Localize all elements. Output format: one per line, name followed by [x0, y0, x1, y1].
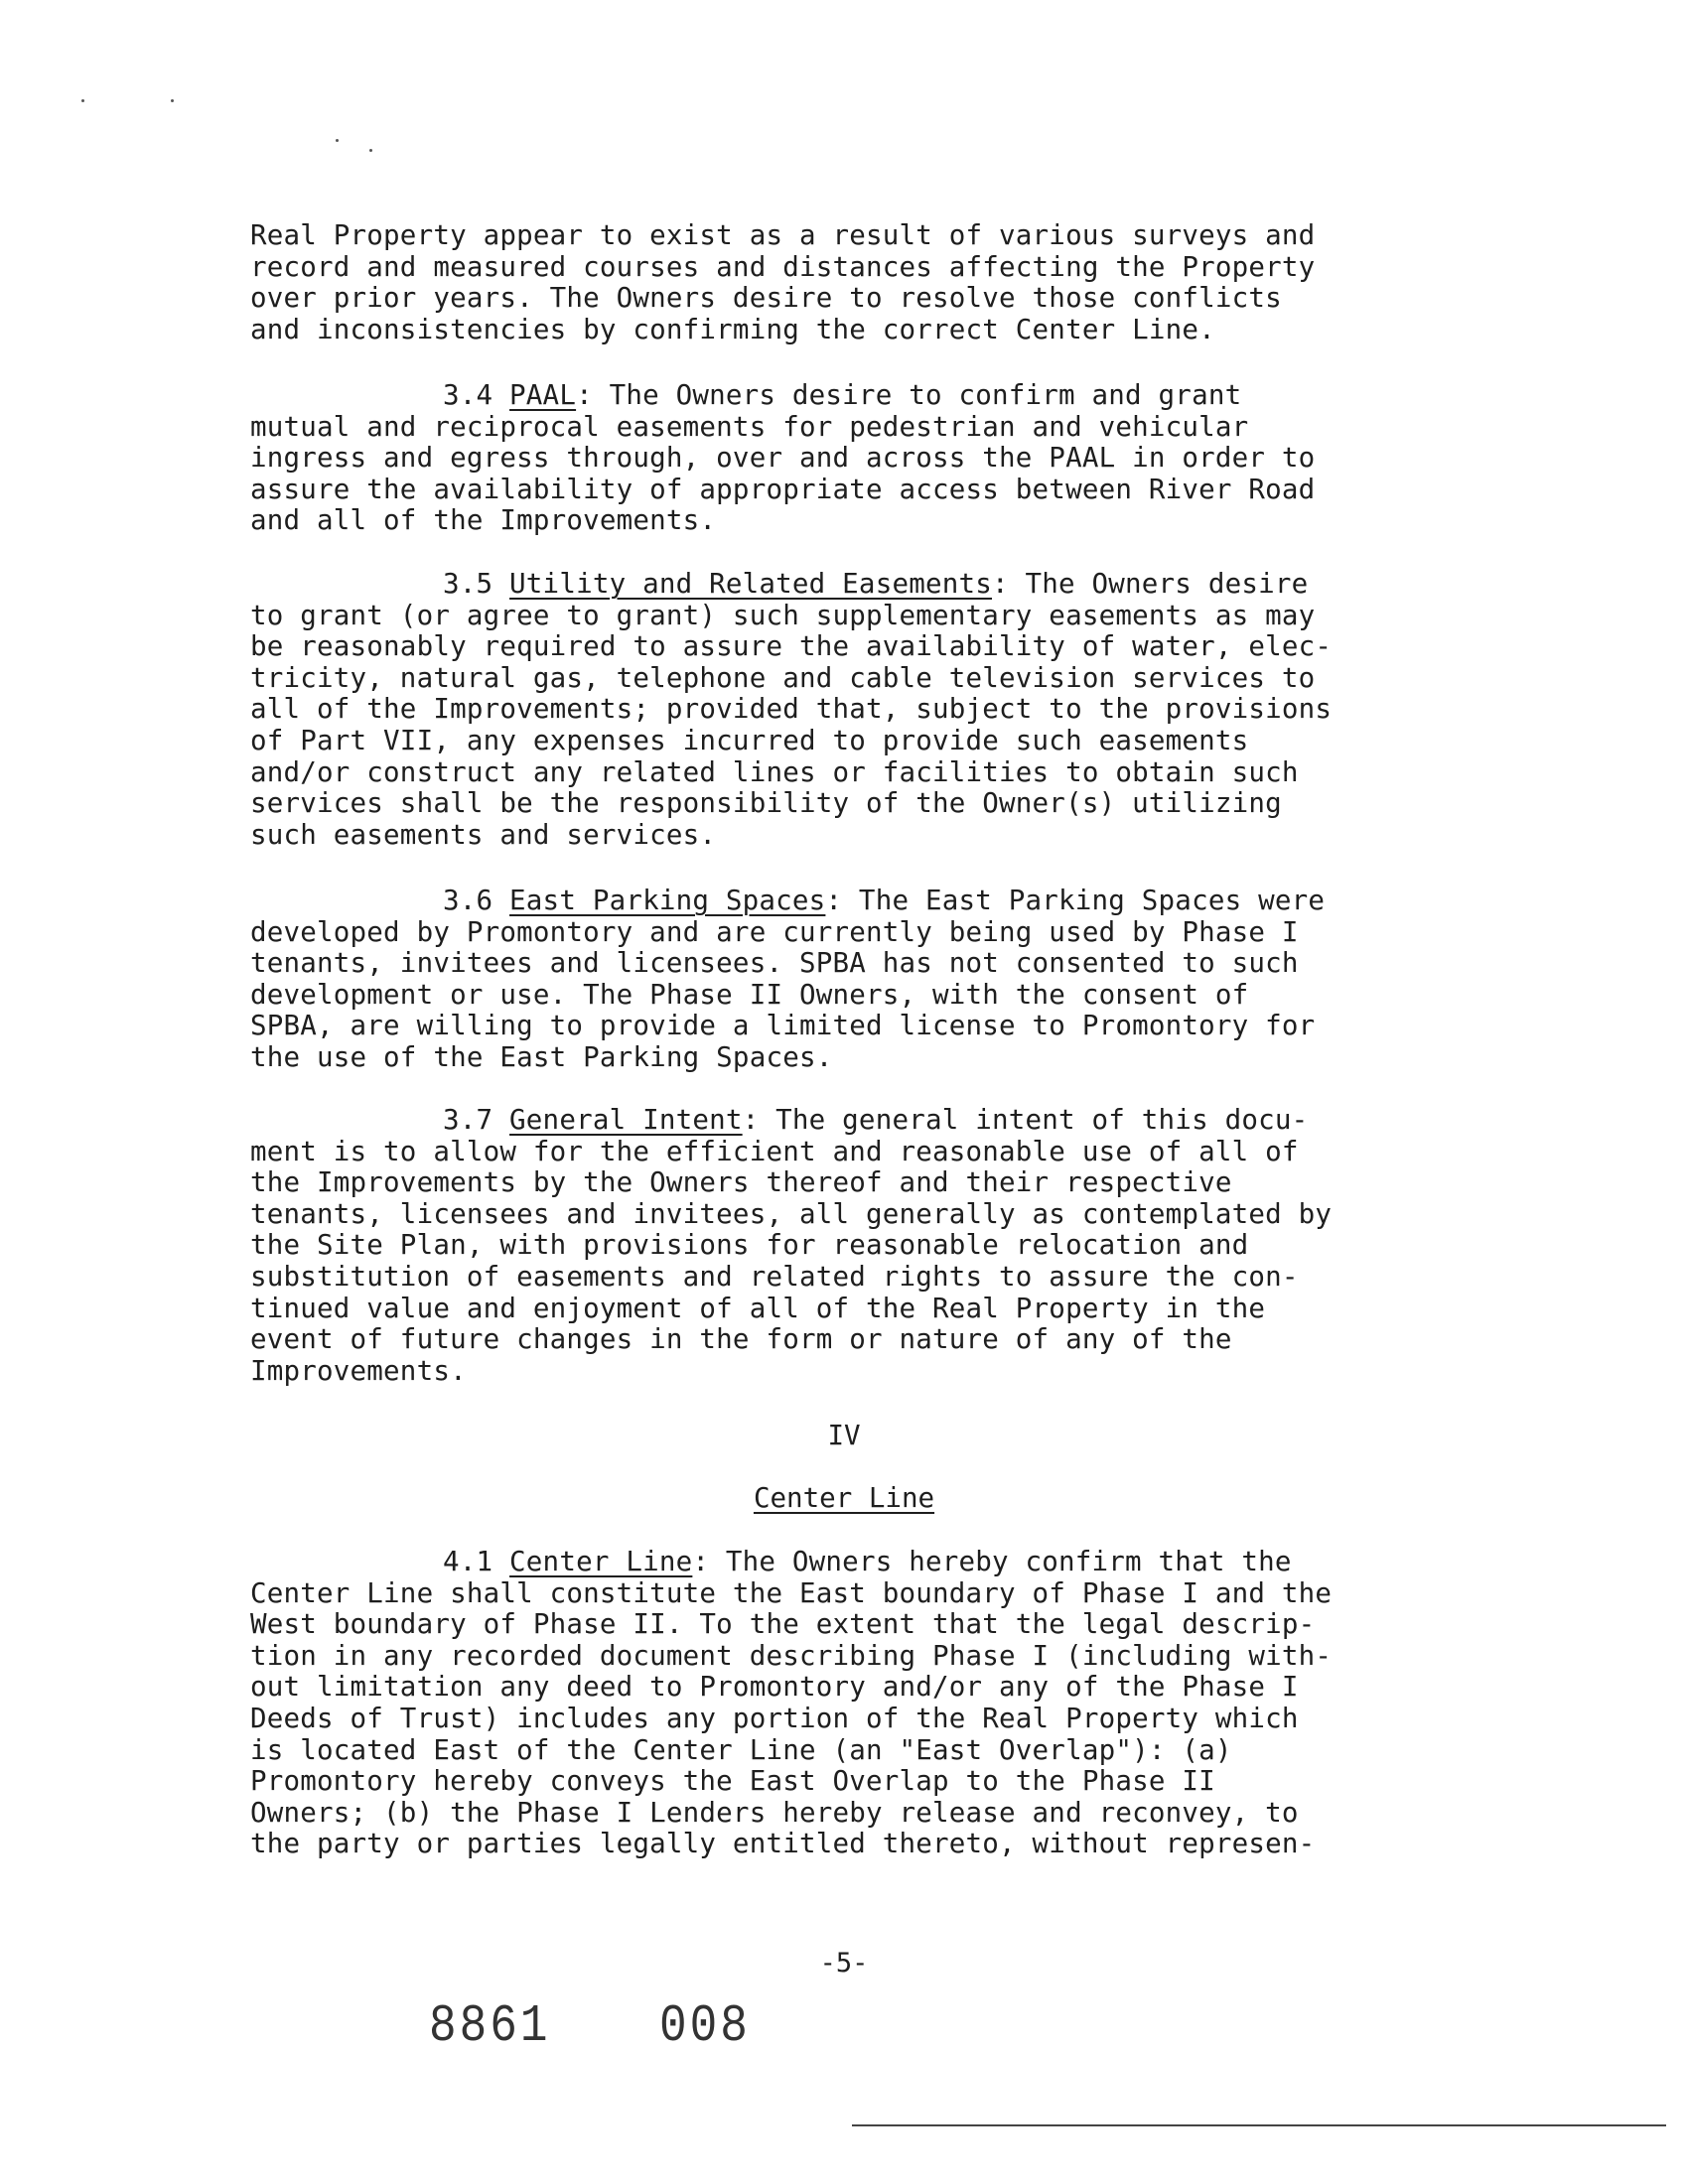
paragraph-first-line: [250, 1547, 1472, 1578]
scan-speck: [369, 149, 372, 152]
text-line: event of future changes in the form or nature of any of the: [250, 1323, 1232, 1356]
section-heading: General Intent: [509, 1104, 743, 1136]
section-title: [0, 1482, 1688, 1514]
text-line: ingress and egress through, over and across the PAAL in order to: [250, 442, 1316, 475]
text-line: all of the Improvements; provided that, subject to the provisions: [250, 693, 1333, 726]
section-3-4-paragraph: [250, 380, 1472, 537]
section-title-text: Center Line: [753, 1482, 935, 1514]
text-line: substitution of easements and related rights to assure the con-: [250, 1260, 1299, 1293]
text-line: over prior years. The Owners desire to resolve those conflicts: [250, 282, 1282, 315]
text-line: Real Property appear to exist as a result of various surveys and: [250, 219, 1316, 251]
text-line: SPBA, are willing to provide a limited license to Promontory for: [250, 1010, 1316, 1042]
intro-paragraph: [250, 220, 1472, 345]
document-stamp-number: 008: [659, 1996, 751, 2056]
text-line: the Site Plan, with provisions for reasonable relocation and: [250, 1229, 1249, 1262]
section-heading: Center Line: [509, 1546, 693, 1577]
text-line: Owners; (b) the Phase I Lenders hereby release and reconvey, to: [250, 1796, 1299, 1829]
text-line: Improvements.: [250, 1354, 467, 1387]
scan-speck: [171, 99, 174, 102]
paragraph-first-line: [250, 569, 1472, 601]
text-line: and all of the Improvements.: [250, 504, 717, 537]
text-line: the Improvements by the Owners thereof and their respective: [250, 1166, 1232, 1199]
scan-speck: [81, 99, 84, 102]
section-3-7-paragraph: [250, 1105, 1472, 1387]
text-line: the use of the East Parking Spaces.: [250, 1040, 833, 1073]
text-line: services shall be the responsibility of the Owner(s) utilizing: [250, 787, 1282, 820]
section-number: 3.4: [443, 379, 493, 411]
text-line: development or use. The Phase II Owners, with the consent of: [250, 978, 1249, 1011]
section-number: 3.5: [443, 568, 493, 600]
text-run: : The Owners desire to confirm and grant: [576, 379, 1242, 411]
text-run: : The East Parking Spaces were: [825, 885, 1326, 916]
scan-edge-line: [852, 2124, 1666, 2126]
text-line: mutual and reciprocal easements for pedestrian and vehicular: [250, 410, 1249, 443]
text-run: : The general intent of this docu-: [742, 1104, 1309, 1136]
text-line: developed by Promontory and are currently being used by Phase I: [250, 915, 1299, 948]
text-line: Deeds of Trust) includes any portion of the Real Property which: [250, 1702, 1299, 1734]
text-line: the party or parties legally entitled thereto, without represen-: [250, 1828, 1316, 1860]
text-run: : The Owners desire: [991, 568, 1309, 600]
text-run: : The Owners hereby confirm that the: [692, 1546, 1292, 1577]
section-3-5-paragraph: [250, 569, 1472, 851]
text-line: West boundary of Phase II. To the extent that the legal descrip-: [250, 1608, 1316, 1641]
section-number: 3.7: [443, 1104, 493, 1136]
page-number: -5-: [819, 1948, 869, 1979]
text-line: and inconsistencies by confirming the correct Center Line.: [250, 313, 1215, 345]
text-line: record and measured courses and distances affecting the Property: [250, 250, 1316, 283]
section-heading: PAAL: [509, 379, 577, 411]
paragraph-first-line: [250, 886, 1472, 917]
text-line: to grant (or agree to grant) such supplementary easements as may: [250, 599, 1316, 631]
section-4-1-paragraph: [250, 1547, 1472, 1860]
text-line: be reasonably required to assure the availability of water, elec-: [250, 630, 1333, 663]
section-heading: East Parking Spaces: [509, 885, 826, 916]
scan-speck: [336, 139, 339, 142]
section-3-6-paragraph: [250, 886, 1472, 1074]
section-heading: Utility and Related Easements: [509, 568, 992, 600]
text-line: such easements and services.: [250, 818, 717, 851]
text-line: ment is to allow for the efficient and reasonable use of all of: [250, 1135, 1299, 1167]
text-line: out limitation any deed to Promontory and/or any of the Phase I: [250, 1671, 1299, 1704]
text-line: assure the availability of appropriate access between River Road: [250, 473, 1316, 505]
text-line: of Part VII, any expenses incurred to provide such easements: [250, 724, 1249, 756]
text-line: Center Line shall constitute the East boundary of Phase I and the: [250, 1576, 1333, 1609]
document-stamp-number: 8861: [429, 1996, 551, 2056]
text-line: tinued value and enjoyment of all of the Real Property in the: [250, 1292, 1266, 1324]
text-line: tion in any recorded document describing Phase I (including with-: [250, 1639, 1333, 1672]
paragraph-first-line: [250, 380, 1472, 412]
paragraph-first-line: [250, 1105, 1472, 1137]
section-numeral: IV: [827, 1420, 861, 1451]
section-number: 3.6: [443, 885, 493, 916]
text-line: tenants, licensees and invitees, all generally as contemplated by: [250, 1197, 1333, 1230]
text-line: Promontory hereby conveys the East Overlap to the Phase II: [250, 1765, 1215, 1798]
text-line: tricity, natural gas, telephone and cable television services to: [250, 661, 1316, 694]
text-line: tenants, invitees and licensees. SPBA has not consented to such: [250, 947, 1299, 980]
text-line: and/or construct any related lines or facilities to obtain such: [250, 755, 1299, 788]
text-line: is located East of the Center Line (an "East Overlap"): (a): [250, 1733, 1232, 1766]
section-number: 4.1: [443, 1546, 493, 1577]
